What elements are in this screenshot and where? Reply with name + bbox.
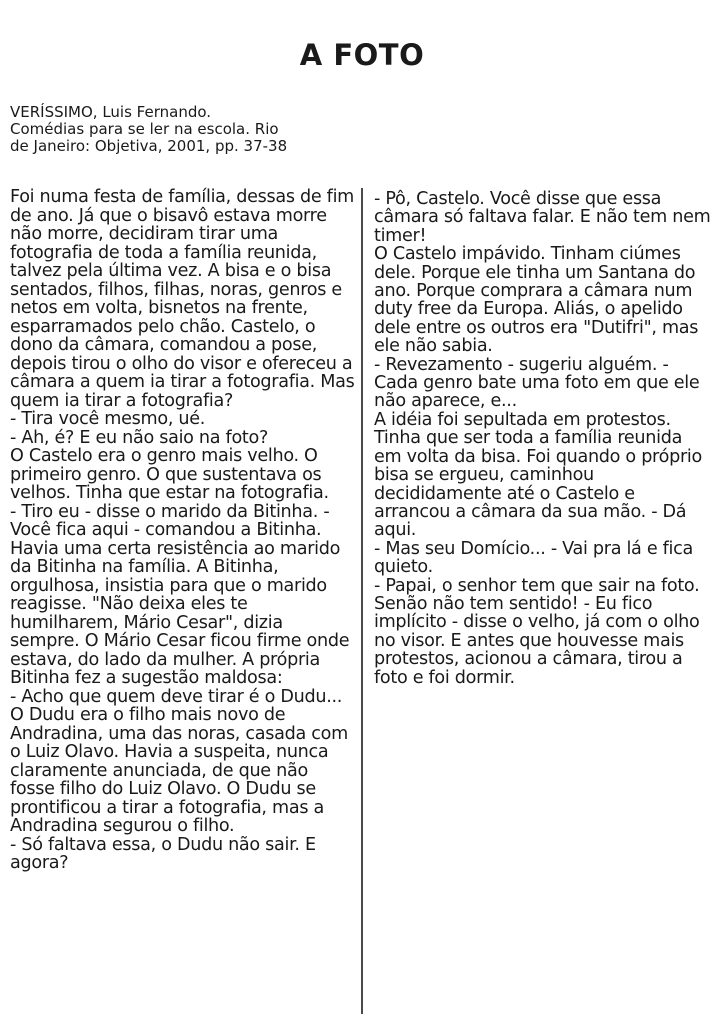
- paragraph: - Acho que quem deve tirar é o Dudu...: [10, 686, 343, 707]
- paragraph: O Dudu era o filho mais novo de Andradina, uma das noras, casada com o Luiz Olavo. Havia a suspeita, nunca claramente anunciada, de que não fosse filho do Luiz Olavo. O Dudu se prontificou a tirar a fotografia, mas a Andradina segurou o filho.: [10, 705, 348, 836]
- paragraph: O Castelo impávido. Tinham ciúmes dele. Porque ele tinha um Santana do ano. Porque comprara a câmara num duty free da Europa. Aliás, o apelido dele entre os outros era "Dutifri", mas ele não sabia.: [374, 244, 699, 357]
- paragraph: Foi numa festa de família, dessas de fim de ano. Já que o bisavô estava morre não morre, decidiram tirar uma fotografia de toda a família reunida, talvez pela última vez. A bisa e o bisa sentados, filhos, filhas, noras, genros e netos em volta, bisnetos na frente, esparramados pelo chão. Castelo, o dono da câmara, comandou a pose, depois tirou o olho do visor e ofereceu a câmara a quem ia tirar a fotografia. Mas quem ia tirar a fotografia?: [10, 187, 355, 411]
- paragraph: - Pô, Castelo. Você disse que essa câmara só faltava falar. E não tem nem timer!: [374, 189, 711, 246]
- bibliographic-reference: [10, 104, 340, 155]
- page-title: A FOTO: [299, 38, 425, 72]
- paragraph: A idéia foi sepultada em protestos. Tinha que ser toda a família reunida em volta da bisa. Foi quando o próprio bisa se ergueu, caminhou decididamente até o Castelo e arrancou a câmara da sua mão. - Dá aqui.: [374, 409, 702, 541]
- paragraph: - Papai, o senhor tem que sair na foto. Senão não tem sentido! - Eu fico implícito - disse o velho, já com o olho no visor. E antes que houvesse mais protestos, acionou a câmara, tirou a foto e foi dormir.: [374, 575, 700, 688]
- paragraph: - Só faltava essa, o Dudu não sair. E agora?: [10, 834, 316, 873]
- reference-line: VERÍSSIMO, Luis Fernando.: [10, 103, 212, 121]
- paragraph: - Ah, é? E eu não saio na foto?: [10, 427, 269, 448]
- paragraph: - Tira você mesmo, ué.: [10, 409, 206, 429]
- story-right-column: [374, 190, 714, 687]
- paragraph: - Revezamento - sugeriu alguém. - Cada genro bate uma foto em que ele não aparece, e...: [374, 354, 700, 412]
- column-divider: [361, 188, 363, 1014]
- paragraph: - Mas seu Domício... - Vai pra lá e fica quieto.: [374, 538, 693, 578]
- paragraph: O Castelo era o genro mais velho. O primeiro genro. O que sustentava os velhos. Tinha que estar na fotografia.: [10, 446, 329, 503]
- reference-line: de Janeiro: Objetiva, 2001, pp. 37-38: [10, 137, 288, 155]
- paragraph: - Tiro eu - disse o marido da Bitinha. - Você fica aqui - comandou a Bitinha. Havia uma certa resistência ao marido da Bitinha na família. A Bitinha, orgulhosa, insistia para que o marido reagisse. "Não deixa eles te humilharem, Mário Cesar", dizia sempre. O Mário Cesar ficou firme onde estava, do lado da mulher. A própria Bitinha fez a sugestão maldosa:: [10, 501, 350, 688]
- story-left-column: [10, 188, 355, 873]
- reference-line: Comédias para se ler na escola. Rio: [10, 120, 279, 138]
